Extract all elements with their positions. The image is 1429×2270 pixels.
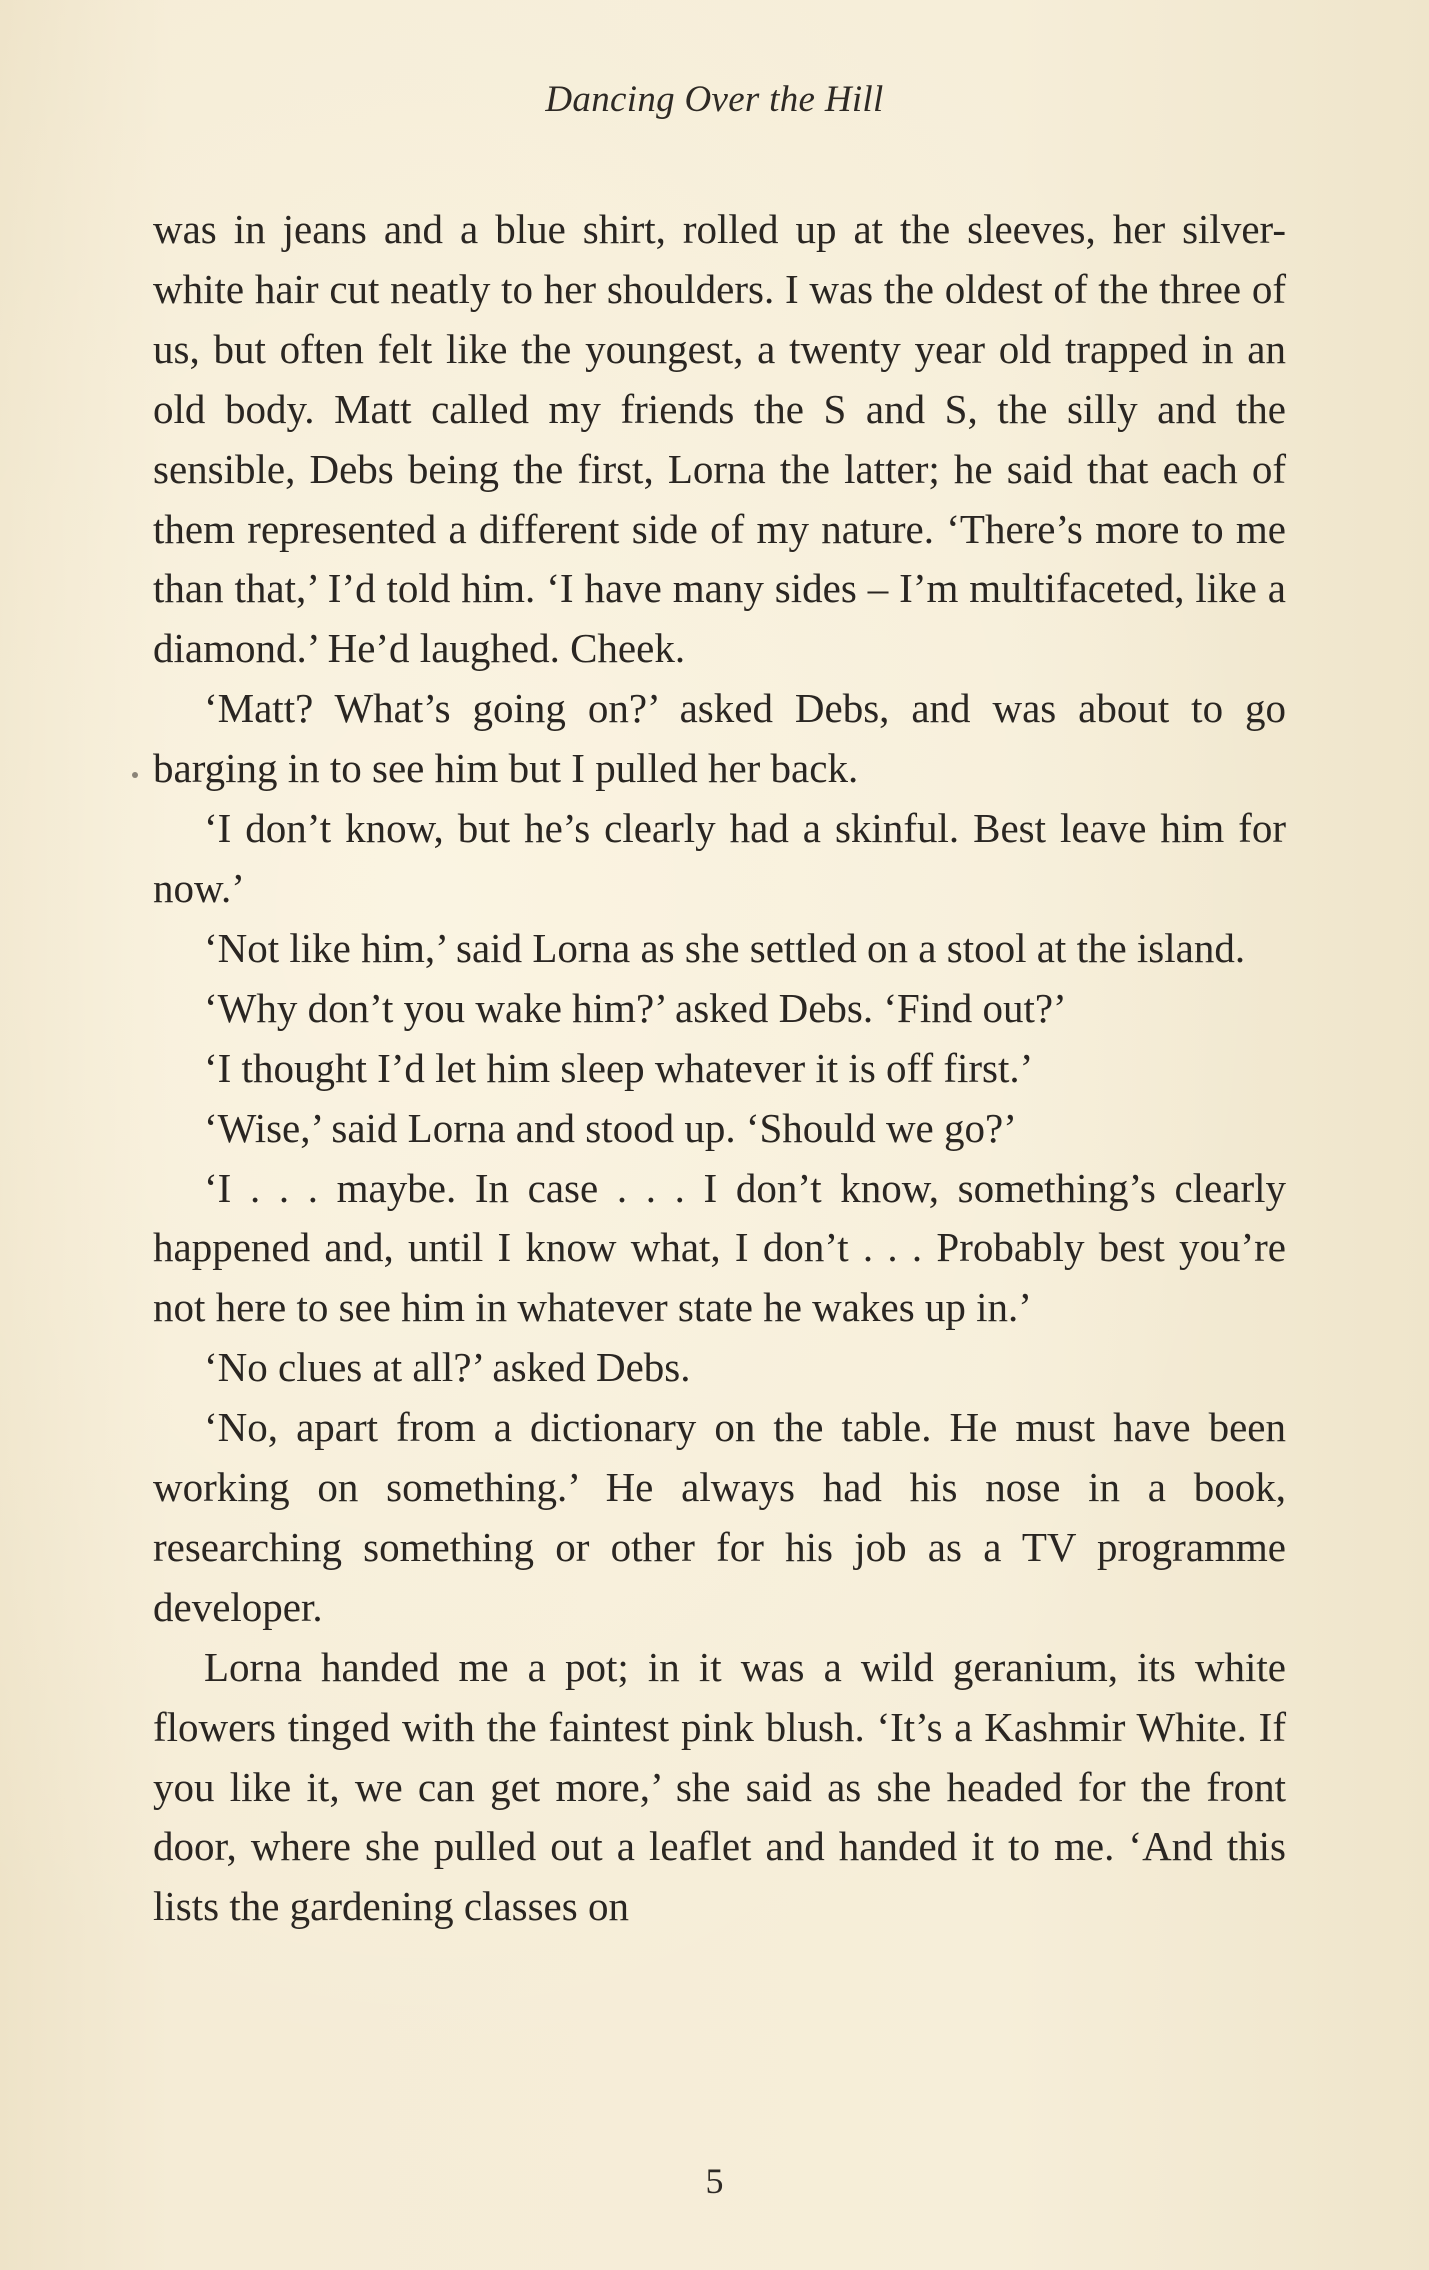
paragraph: ‘No, apart from a dictionary on the table. He must have been working on something.’ He always had his nose in a book, researching something or other for his job as a TV programme developer. bbox=[153, 1404, 1286, 1630]
body-text bbox=[153, 200, 1286, 1937]
paragraph: ‘No clues at all?’ asked Debs. bbox=[204, 1344, 691, 1391]
page-number: 5 bbox=[705, 2161, 724, 2201]
paragraph: ‘Not like him,’ said Lorna as she settled on a stool at the island. bbox=[204, 924, 1246, 971]
paragraph: Lorna handed me a pot; in it was a wild geranium, its white flowers tinged with the faintest pink blush. ‘It’s a Kashmir White. If you like it, we can get more,’ she said as she headed for the front door, where she pulled out a leaflet and handed it to me. ‘And this lists the gardening classes on bbox=[153, 1643, 1286, 1930]
paragraph-continued: was in jeans and a blue shirt, rolled up at the sleeves, her silver-white hair cut neatly to her shoulders. I was the oldest of the three of us, but often felt like the youngest, a twenty year old trapped in an old body. Matt called my friends the S and S, the silly and the sensible, Debs being the first, Lorna the latter; he said that each of them represented a different side of my nature. ‘There’s more to me than that,’ I’d told him. ‘I have many sides – I’m multifaceted, like a diamond.’ He’d laughed. Cheek. bbox=[153, 206, 1286, 672]
paragraph: ‘I . . . maybe. In case . . . I don’t know, something’s clearly happened and, until I know what, I don’t . . . Probably best you’re not here to see him in whatever state he wakes up in.’ bbox=[153, 1164, 1286, 1331]
paragraph: ‘Why don’t you wake him?’ asked Debs. ‘Find out?’ bbox=[204, 984, 1067, 1031]
running-head: Dancing Over the Hill bbox=[545, 79, 884, 120]
paragraph: ‘I don’t know, but he’s clearly had a skinful. Best leave him for now.’ bbox=[153, 805, 1286, 911]
paragraph: ‘I thought I’d let him sleep whatever it is off first.’ bbox=[204, 1044, 1034, 1091]
paragraph: ‘Wise,’ said Lorna and stood up. ‘Should we go?’ bbox=[204, 1104, 1017, 1151]
paragraph: ‘Matt? What’s going on?’ asked Debs, and was about to go barging in to see him but I pulled her back. bbox=[153, 685, 1286, 792]
margin-mark bbox=[132, 772, 138, 778]
